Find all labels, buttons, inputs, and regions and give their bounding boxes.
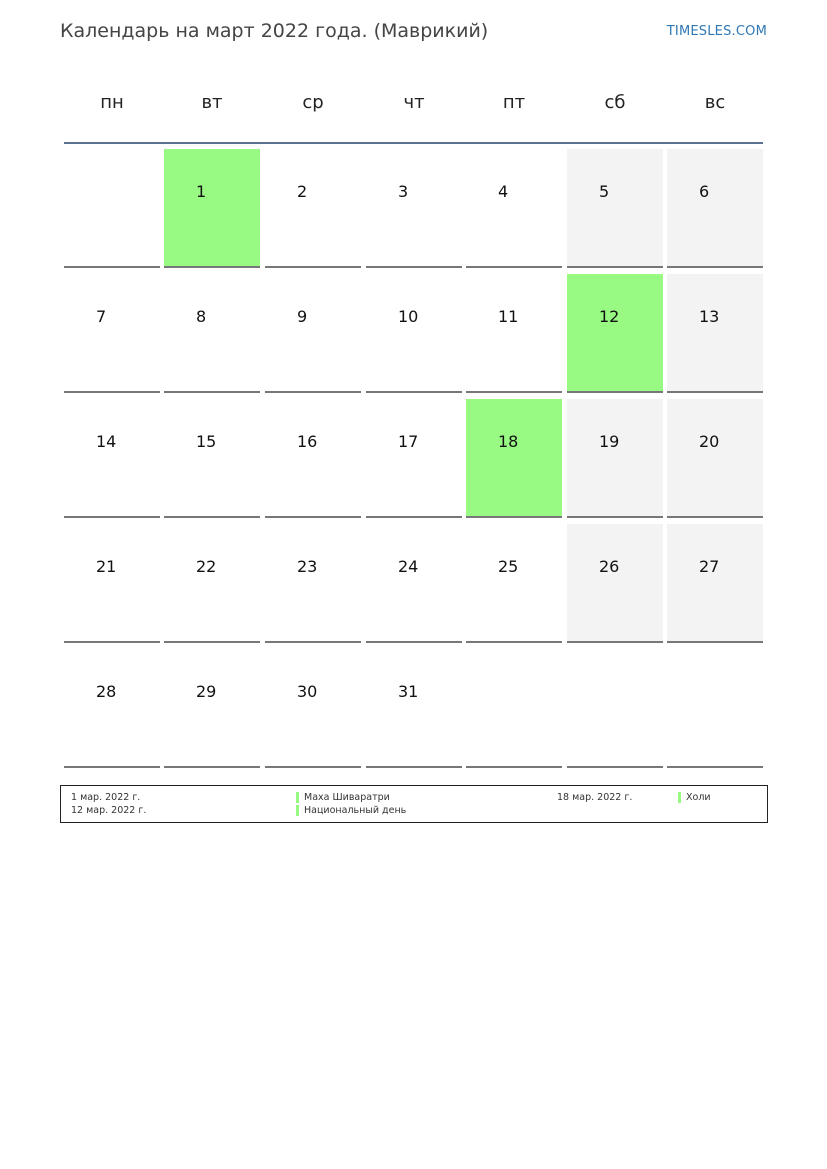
day-cell [164, 274, 260, 393]
day-cell [265, 649, 361, 768]
day-number: 2 [297, 182, 308, 201]
weekday-header-row [64, 92, 763, 122]
day-cell [164, 399, 260, 518]
weekday-label: чт [403, 92, 425, 113]
legend-date: 12 мар. 2022 г. [71, 805, 147, 816]
weekday-label: сб [604, 92, 626, 113]
empty-day-cell [667, 649, 763, 768]
day-cell [466, 274, 562, 393]
day-number: 22 [196, 557, 217, 576]
day-cell [567, 399, 663, 518]
weekday-label: пн [100, 92, 124, 113]
holiday-legend [60, 785, 768, 823]
day-number: 7 [96, 307, 107, 326]
page-title: Календарь на март 2022 года. (Маврикий) [60, 20, 489, 42]
header-divider [64, 142, 763, 144]
day-number: 21 [96, 557, 117, 576]
weekday-label: пт [502, 92, 526, 113]
day-cell [265, 274, 361, 393]
day-number: 3 [398, 182, 409, 201]
day-cell [667, 149, 763, 268]
day-number: 20 [699, 432, 720, 451]
weekday-label: вт [201, 92, 223, 113]
day-cell [64, 399, 160, 518]
day-number: 11 [498, 307, 519, 326]
day-cell [466, 399, 562, 518]
day-number: 31 [398, 682, 419, 701]
day-number: 6 [699, 182, 710, 201]
day-number: 23 [297, 557, 318, 576]
legend-holiday-name: Национальный день [304, 805, 407, 816]
day-cell [265, 149, 361, 268]
empty-day-cell [466, 649, 562, 768]
day-number: 5 [599, 182, 610, 201]
day-cell [667, 524, 763, 643]
day-cell [567, 149, 663, 268]
day-number: 1 [196, 182, 207, 201]
legend-holiday-name: Маха Шиваратри [304, 792, 390, 803]
day-cell [64, 524, 160, 643]
legend-date: 18 мар. 2022 г. [557, 792, 633, 803]
day-number: 27 [699, 557, 720, 576]
legend-color-marker [296, 805, 299, 816]
day-cell [567, 524, 663, 643]
weekday-label: ср [302, 92, 324, 113]
day-cell [366, 524, 462, 643]
day-cell [164, 149, 260, 268]
day-cell [466, 524, 562, 643]
day-cell [265, 524, 361, 643]
day-number: 10 [398, 307, 419, 326]
day-number: 4 [498, 182, 509, 201]
day-cell [64, 274, 160, 393]
day-number: 13 [699, 307, 720, 326]
day-cell [64, 649, 160, 768]
legend-color-marker [678, 792, 681, 803]
day-cell [667, 274, 763, 393]
day-number: 29 [196, 682, 217, 701]
day-number: 30 [297, 682, 318, 701]
day-cell [366, 649, 462, 768]
day-cell [265, 399, 361, 518]
day-number: 18 [498, 432, 519, 451]
day-cell [366, 399, 462, 518]
weekday-label: вс [704, 92, 726, 113]
day-number: 15 [196, 432, 217, 451]
day-cell [164, 524, 260, 643]
day-number: 26 [599, 557, 620, 576]
empty-day-cell [64, 149, 160, 268]
legend-date: 1 мар. 2022 г. [71, 792, 141, 803]
day-number: 24 [398, 557, 419, 576]
legend-holiday-name: Холи [686, 792, 711, 803]
day-number: 19 [599, 432, 620, 451]
day-cell [466, 149, 562, 268]
day-cell [667, 399, 763, 518]
day-number: 16 [297, 432, 318, 451]
day-number: 12 [599, 307, 620, 326]
day-number: 14 [96, 432, 117, 451]
empty-day-cell [567, 649, 663, 768]
day-number: 25 [498, 557, 519, 576]
day-cell [366, 149, 462, 268]
day-number: 9 [297, 307, 308, 326]
day-number: 28 [96, 682, 117, 701]
day-number: 8 [196, 307, 207, 326]
legend-color-marker [296, 792, 299, 803]
day-cell [567, 274, 663, 393]
day-cell [164, 649, 260, 768]
day-cell [366, 274, 462, 393]
site-link[interactable]: TIMESLES.COM [666, 24, 767, 39]
day-number: 17 [398, 432, 419, 451]
